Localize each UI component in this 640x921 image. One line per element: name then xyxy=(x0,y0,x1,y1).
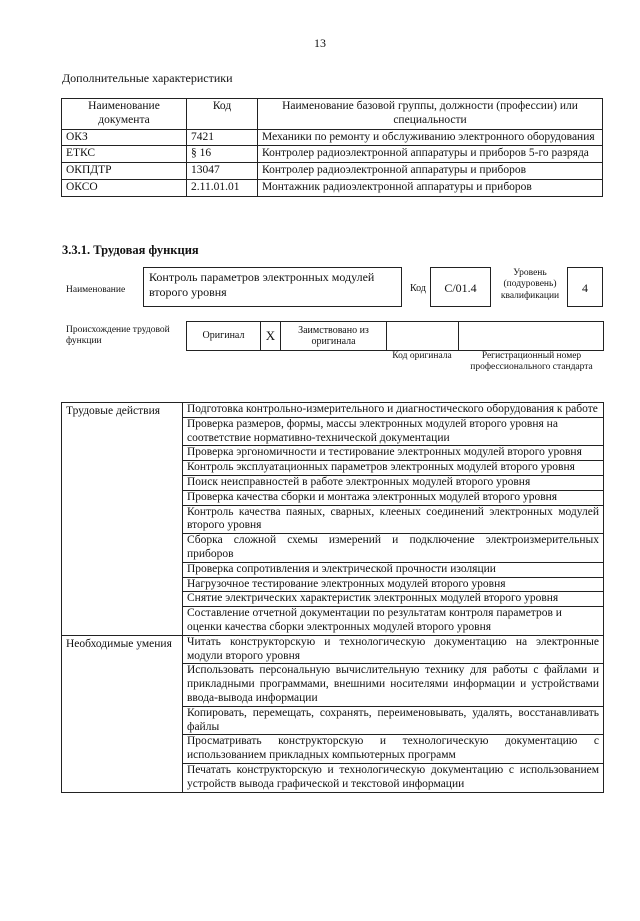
code-cell: 7421 xyxy=(187,129,258,146)
header-group-name: Наименование базовой группы, должности (профессии) или специальности xyxy=(258,99,603,130)
additional-characteristics-table xyxy=(61,98,603,197)
header-document-name: Наименование документа xyxy=(62,99,187,130)
labor-action-item: Проверка эргономичности и тестирование электронных модулей второго уровня xyxy=(183,446,604,461)
function-code-value: С/01.4 xyxy=(430,267,491,307)
function-origin-row xyxy=(186,321,604,351)
skill-item: Копировать, перемещать, сохранять, переименовывать, удалять, восстанавливать файлы xyxy=(183,706,604,735)
qualification-level-value: 4 xyxy=(567,267,603,307)
skill-item: Печатать конструкторскую и технологическую документацию с использованием устройств вывода графической и текстовой информации xyxy=(183,763,604,792)
table-row xyxy=(62,635,604,664)
origin-code-cell xyxy=(387,322,459,350)
doc-name-cell: ОКСО xyxy=(62,179,187,196)
code-original-label: Код оригинала xyxy=(392,351,452,361)
origin-original-cell: Оригинал xyxy=(187,322,261,350)
function-name-label: Наименование xyxy=(66,285,126,295)
labor-action-item: Контроль эксплуатационных параметров электронных модулей второго уровня xyxy=(183,461,604,476)
function-origin-label: Происхождение трудовой функции xyxy=(66,325,170,347)
additional-characteristics-heading: Дополнительные характеристики xyxy=(62,71,233,85)
labor-actions-label: Трудовые действия xyxy=(62,403,183,636)
labor-action-item: Контроль качества паяных, сварных, клееных соединений электронных модулей второго уровня xyxy=(183,505,604,534)
labor-action-item: Подготовка контрольно-измерительного и диагностического оборудования к работе xyxy=(183,403,604,418)
code-cell: 2.11.01.01 xyxy=(187,179,258,196)
qualification-level-label: Уровень (подуровень) квалификации xyxy=(500,268,560,301)
origin-borrowed-cell: Заимствовано из оригинала xyxy=(281,322,387,350)
doc-name-cell: ОКЗ xyxy=(62,129,187,146)
function-name-value: Контроль параметров электронных модулей второго уровня xyxy=(143,267,402,307)
code-cell: 13047 xyxy=(187,163,258,180)
table-row xyxy=(62,129,603,146)
labor-action-item: Проверка размеров, формы, массы электронных модулей второго уровня на соответствие нормативно-технической документации xyxy=(183,417,604,446)
origin-reg-number-cell xyxy=(459,322,603,350)
labor-action-item: Проверка качества сборки и монтажа электронных модулей второго уровня xyxy=(183,490,604,505)
labor-action-item: Нагрузочное тестирование электронных модулей второго уровня xyxy=(183,577,604,592)
doc-name-cell: ОКПДТР xyxy=(62,163,187,180)
group-name-cell: Контролер радиоэлектронной аппаратуры и приборов 5-го разряда xyxy=(258,146,603,163)
table-row xyxy=(62,163,603,180)
labor-action-item: Составление отчетной документации по результатам контроля параметров и оценки качества сборки электронных модулей второго уровня xyxy=(183,607,604,636)
header-code: Код xyxy=(187,99,258,130)
skill-item: Использовать персональную вычислительную технику для работы с файлами и прикладными программами, внешними носителями информации и устройствами ввода-вывода информации xyxy=(183,664,604,706)
labor-function-title: 3.3.1. Трудовая функция xyxy=(62,243,199,257)
labor-function-details-table xyxy=(61,402,604,793)
page-number: 13 xyxy=(314,36,326,50)
group-name-cell: Монтажник радиоэлектронной аппаратуры и приборов xyxy=(258,179,603,196)
table-row xyxy=(62,179,603,196)
labor-action-item: Сборка сложной схемы измерений и подключение электроизмерительных приборов xyxy=(183,534,604,563)
code-cell: § 16 xyxy=(187,146,258,163)
skills-label: Необходимые умения xyxy=(62,635,183,792)
doc-name-cell: ЕТКС xyxy=(62,146,187,163)
table-header-row xyxy=(62,99,603,130)
labor-action-item: Проверка сопротивления и электрической прочности изоляции xyxy=(183,562,604,577)
skill-item: Просматривать конструкторскую и технологическую документацию с использованием прикладных компьютерных программ xyxy=(183,735,604,764)
group-name-cell: Механики по ремонту и обслуживанию электронного оборудования xyxy=(258,129,603,146)
table-row xyxy=(62,146,603,163)
reg-number-label: Регистрационный номер профессионального стандарта xyxy=(470,351,593,373)
labor-action-item: Поиск неисправностей в работе электронных модулей второго уровня xyxy=(183,475,604,490)
function-code-label: Код xyxy=(410,283,426,294)
table-row xyxy=(62,403,604,418)
origin-mark-cell: X xyxy=(261,322,281,350)
labor-action-item: Снятие электрических характеристик электронных модулей второго уровня xyxy=(183,592,604,607)
group-name-cell: Контролер радиоэлектронной аппаратуры и приборов xyxy=(258,163,603,180)
skill-item: Читать конструкторскую и технологическую документацию на электронные модули второго уровня xyxy=(183,635,604,664)
